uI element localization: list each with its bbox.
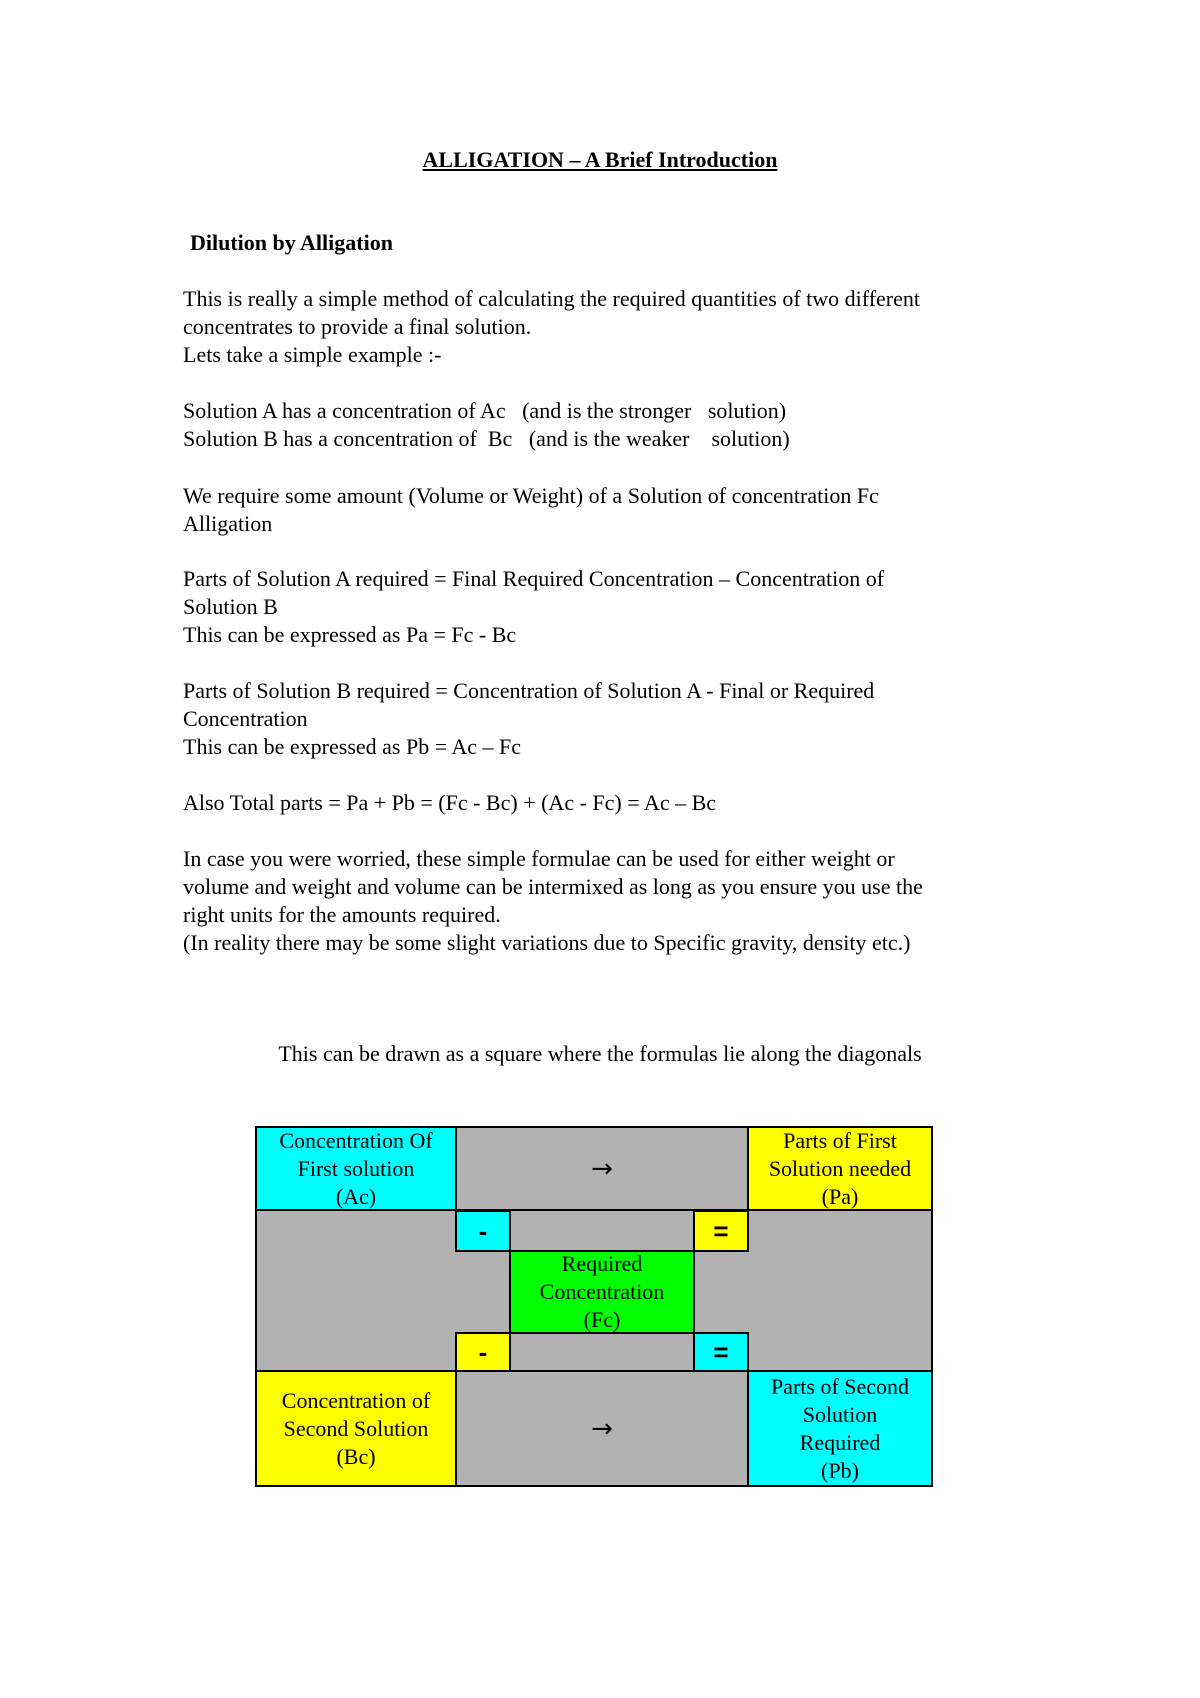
parts-b-formula: This can be expressed as Pb = Ac – Fc (183, 734, 522, 759)
total-parts-line: Also Total parts = Pa + Pb = (Fc - Bc) + (Ac - Fc) = Ac – Bc (183, 790, 717, 815)
parts-a-line-1: Parts of Solution A required = Final Required Concentration – Concentration of (183, 566, 885, 591)
note-line-1: In case you were worried, these simple formulae can be used for either weight or (183, 846, 895, 871)
intro-line-3: Lets take a simple example :- (183, 342, 442, 367)
parts-second-cell: Parts of Second Solution Required (Pb) (747, 1370, 933, 1487)
parts-b-line-1: Parts of Solution B required = Concentration of Solution A - Final or Required (183, 678, 875, 703)
solution-a-line: Solution A has a concentration of Ac (and is the stronger solution) (183, 398, 787, 423)
left-edge (255, 1210, 257, 1371)
parts-b-line-2: Concentration (183, 706, 308, 731)
intro-line-1: This is really a simple method of calculating the required quantities of two different (183, 286, 920, 311)
requirement-line-1: We require some amount (Volume or Weight) of a Solution of concentration Fc (183, 483, 879, 508)
equals-sign-top: = (693, 1210, 749, 1252)
solution-b-line: Solution B has a concentration of Bc (and is the weaker solution) (183, 426, 790, 451)
requirement-line-2: Alligation (183, 511, 273, 536)
parts-a-line-2: Solution B (183, 594, 278, 619)
second-solution-cell: Concentration of Second Solution (Bc) (255, 1370, 457, 1487)
equals-sign-bottom: = (693, 1332, 749, 1372)
square-caption: This can be drawn as a square where the formulas lie along the diagonals (278, 1041, 922, 1066)
first-solution-cell: Concentration Of First solution (Ac) (255, 1126, 457, 1211)
parts-a-formula: This can be expressed as Pa = Fc - Bc (183, 622, 517, 647)
section-heading: Dilution by Alligation (190, 230, 393, 255)
right-edge (931, 1210, 933, 1371)
note-line-3: right units for the amounts required. (183, 902, 501, 927)
note-line-4: (In reality there may be some slight variations due to Specific gravity, density etc.) (183, 930, 911, 955)
parts-first-cell: Parts of First Solution needed (Pa) (747, 1126, 933, 1211)
bottom-arrow-icon: → (455, 1370, 749, 1487)
page-title: ALLIGATION – A Brief Introduction (422, 147, 778, 172)
top-arrow-icon: → (455, 1126, 749, 1211)
intro-line-2: concentrates to provide a final solution. (183, 314, 532, 339)
minus-sign-top: - (455, 1210, 511, 1252)
required-concentration-cell: Required Concentration (Fc) (509, 1250, 695, 1334)
alligation-square (255, 1126, 933, 1487)
note-line-2: volume and weight and volume can be intermixed as long as you ensure you use the (183, 874, 923, 899)
minus-sign-bottom: - (455, 1332, 511, 1372)
